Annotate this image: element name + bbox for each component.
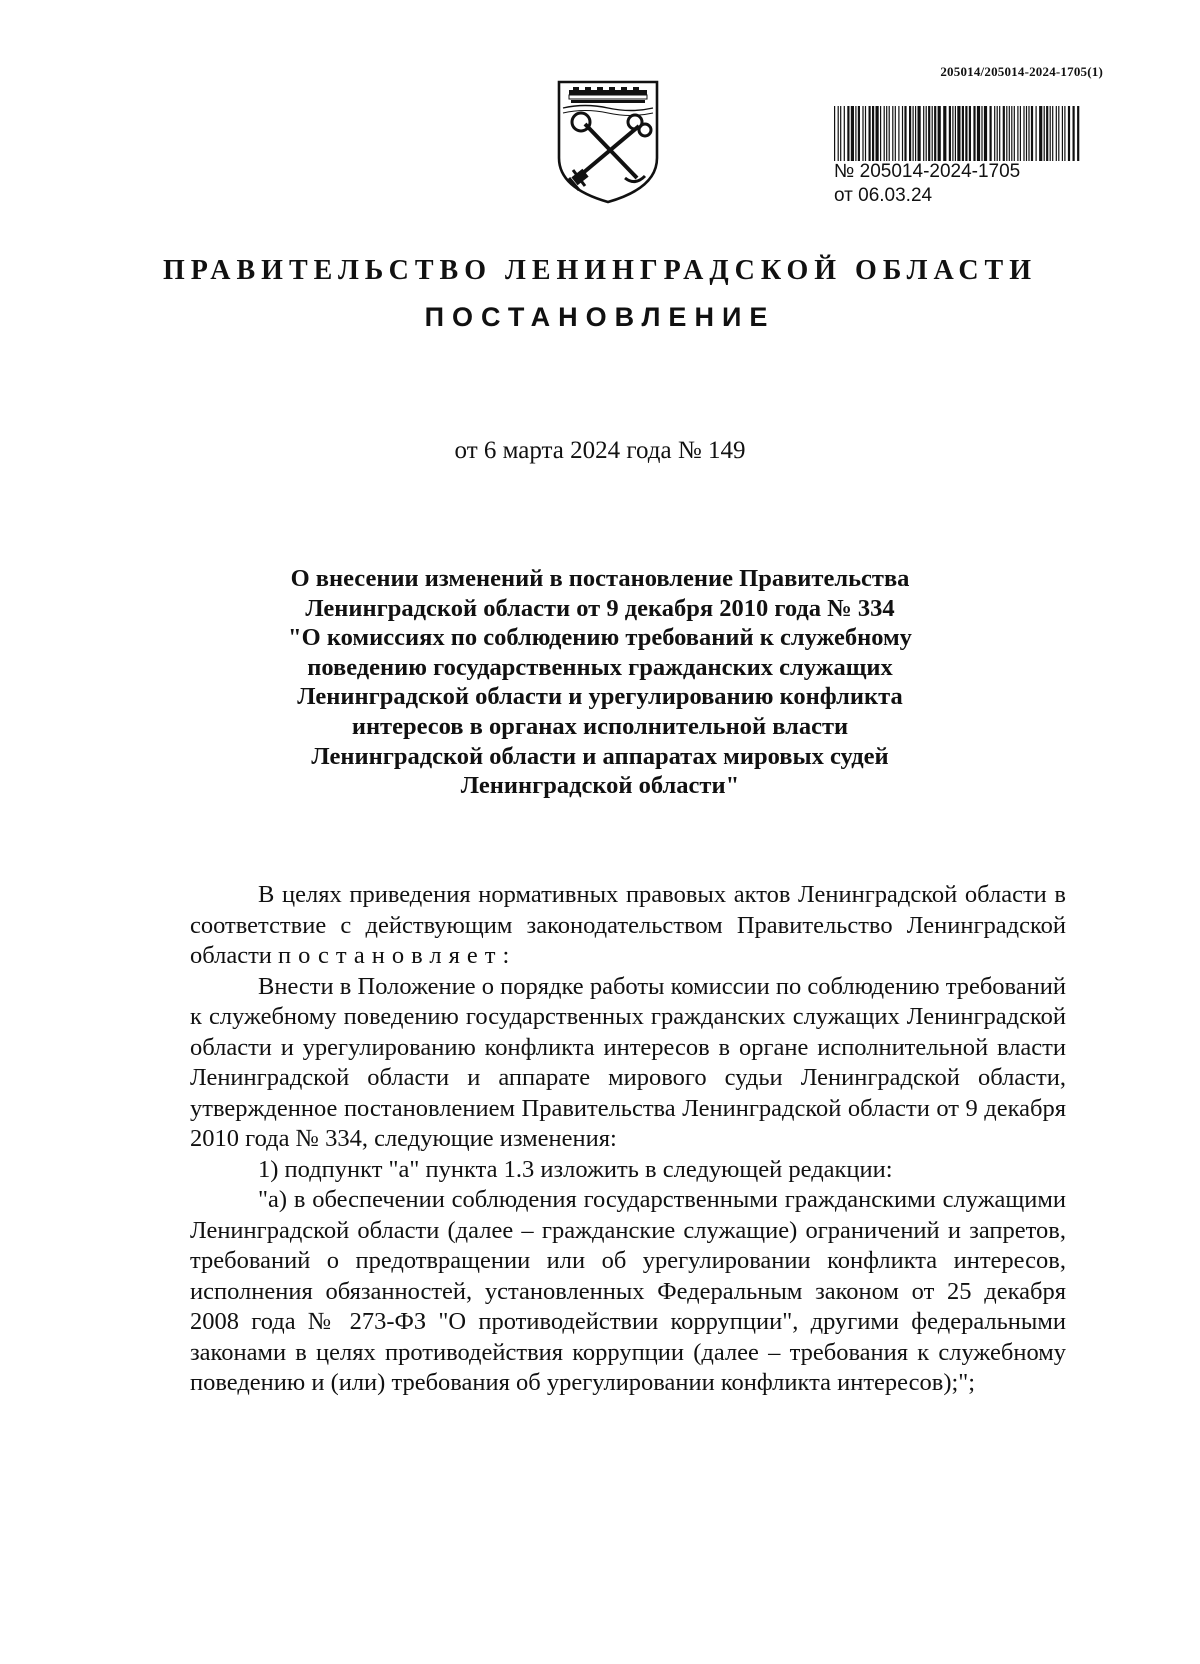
title-line: "О комиссиях по соблюдению требований к служебному [288, 624, 912, 652]
title-line: поведению государственных гражданских служащих [307, 653, 893, 681]
title-line: Ленинградской области и урегулированию конфликта [297, 683, 903, 711]
preamble-paragraph [190, 880, 1066, 972]
registration-stamp: 205014/205014-2024-1705(1) [940, 64, 1103, 79]
preamble-text: В целях приведения нормативных правовых актов Ленинградской области в соответствие с действующим законодательством Правительство Ленинградской области [190, 881, 1066, 969]
title-line: Ленинградской области и аппаратах мировых судей [311, 742, 889, 770]
registration-number: № 205014-2024-1705 [834, 161, 1021, 182]
registration-date: от 06.03.24 [834, 185, 933, 206]
decree-title [240, 564, 960, 801]
title-line: О внесении изменений в постановление Правительства [290, 565, 910, 592]
barcode-icon [832, 106, 1084, 161]
decree-date-number: от 6 марта 2024 года № 149 [454, 437, 746, 464]
subitem-a-paragraph: "а) в обеспечении соблюдения государственными гражданскими служащими Ленинградской области (далее – гражданские служащие) ограничений и запретов, требований о предотвращении или об урегулировании конфликта интересов, исполнения обязанностей, установленных Федеральным законом от 25 декабря 2008 года № 273-ФЗ "О противодействии коррупции", другими федеральными законами в целях противодействия коррупции (далее – требования к служебному поведению и (или) требования об урегулировании конфликта интересов);"; [190, 1186, 1066, 1396]
leningrad-oblast-coat-of-arms-icon [555, 78, 661, 206]
decree-body [190, 880, 1066, 1399]
authority-heading: ПРАВИТЕЛЬСТВО ЛЕНИНГРАДСКОЙ ОБЛАСТИ [162, 255, 1038, 286]
title-line: интересов в органах исполнительной власти [351, 712, 849, 740]
item-1-paragraph: 1) подпункт "а" пункта 1.3 изложить в следующей редакции: [258, 1155, 893, 1183]
registration-block [834, 160, 1020, 208]
title-line: Ленинградской области от 9 декабря 2010 года № 334 [305, 594, 895, 622]
title-line: Ленинградской области" [460, 772, 740, 800]
resolves-word: постановляет: [278, 942, 517, 969]
amendment-paragraph: Внести в Положение о порядке работы комиссии по соблюдению требований к служебному поведению государственных гражданских служащих Ленинградской области и урегулированию конфликта интересов в органе исполнительной власти Ленинградской области и аппарате мирового судьи Ленинградской области, утвержденное постановлением Правительства Ленинградской области от 9 декабря 2010 года № 334, следующие изменения: [190, 972, 1066, 1152]
document-type-heading: ПОСТАНОВЛЕНИЕ [424, 302, 776, 332]
